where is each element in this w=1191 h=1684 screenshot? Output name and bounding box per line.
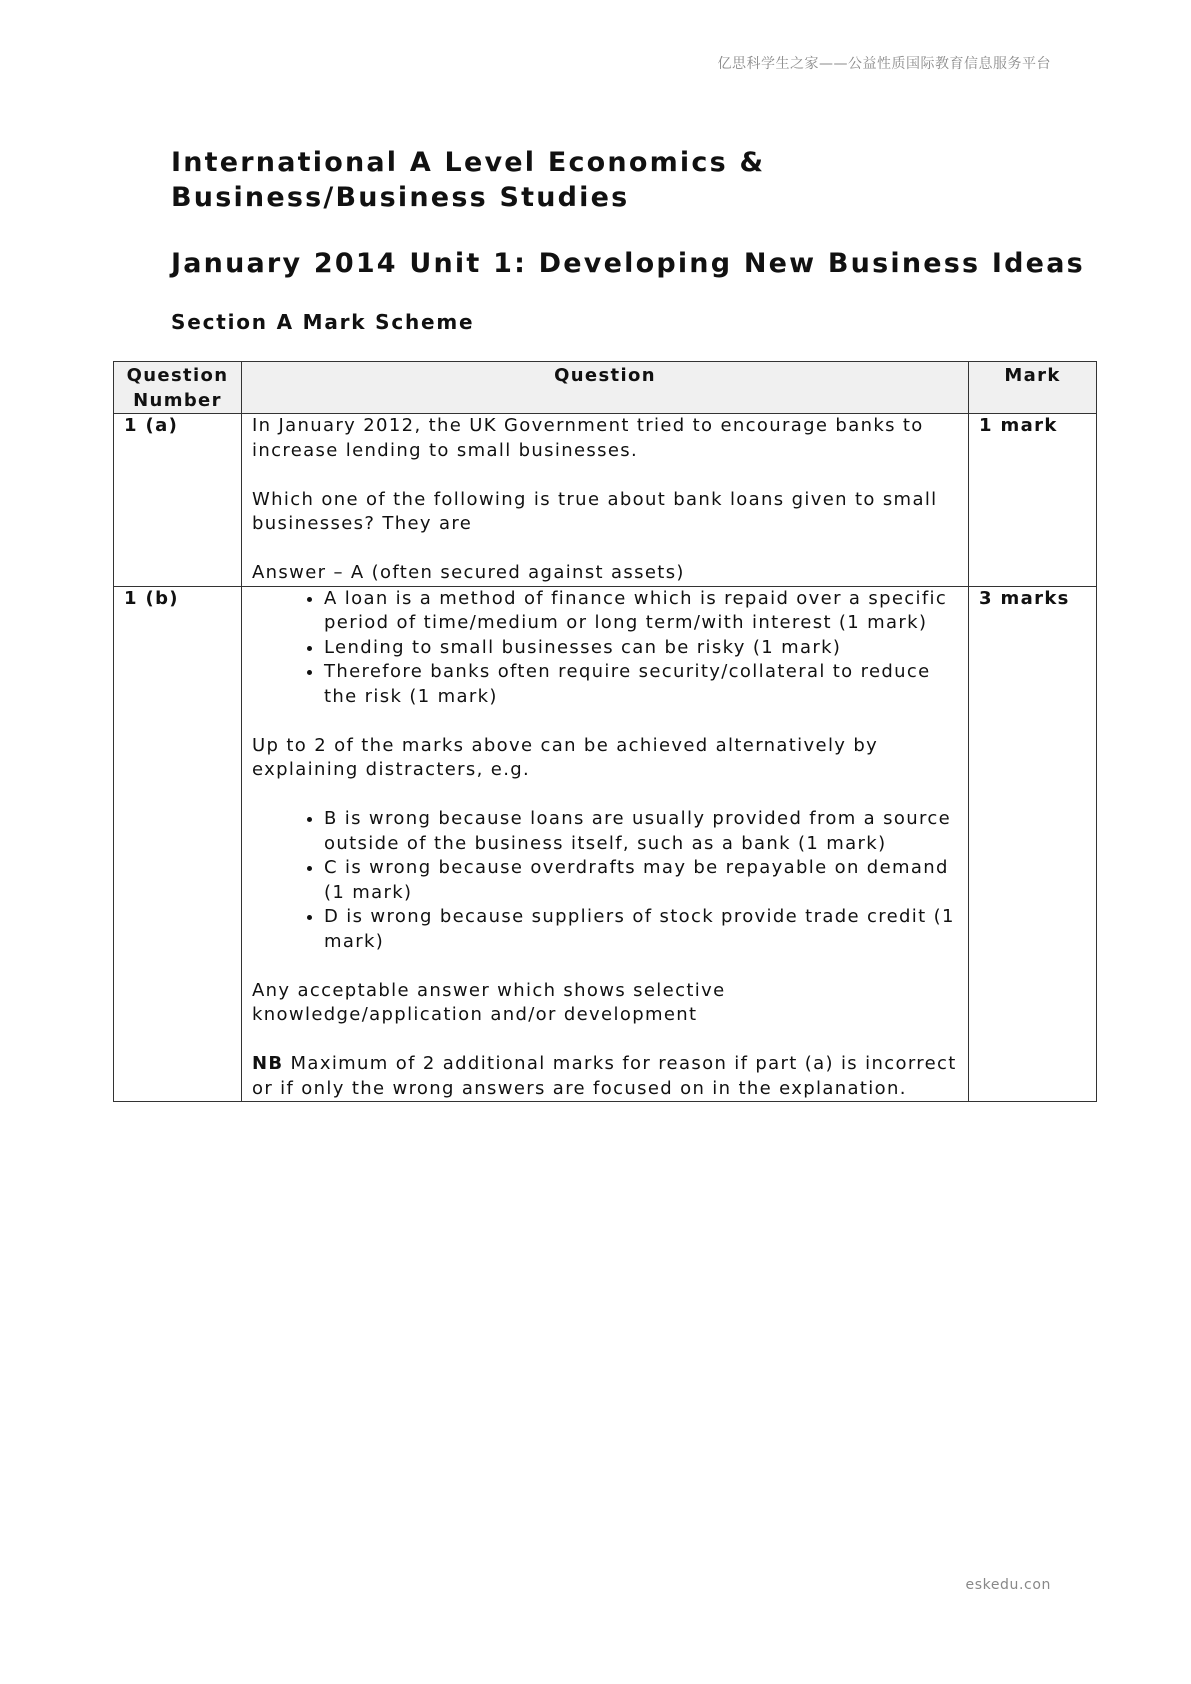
title-line-2: Business/Business Studies: [171, 182, 630, 213]
list-item: • C is wrong because overdrafts may be repayable on demand (1 mark): [324, 856, 958, 905]
list-item: • Lending to small businesses can be risky (1 mark): [324, 636, 958, 661]
header-question-number: Question Number: [114, 362, 242, 414]
alternative-text: Up to 2 of the marks above can be achieved alternatively by explaining distracters, e.g.: [252, 734, 879, 780]
header-mark: Mark: [969, 362, 1097, 414]
bullet-list-distracters: [252, 807, 958, 954]
acceptable-answer-text: Any acceptable answer which shows selective knowledge/application and/or development: [252, 979, 726, 1025]
bullet-list-main: [252, 587, 958, 710]
nb-text: Maximum of 2 additional marks for reason if part (a) is incorrect or if only the wrong answers are focused on in the explanation.: [252, 1053, 957, 1099]
watermark-bottom: eskedu.con: [965, 1577, 1051, 1593]
mark-cell: 1 mark: [969, 414, 1097, 587]
question-text: In January 2012, the UK Government tried to encourage banks to increase lending to small businesses.: [252, 415, 924, 461]
nb-note: [252, 1052, 958, 1101]
mark-scheme-table: [113, 361, 1097, 1102]
question-text: Which one of the following is true about bank loans given to small businesses? They are: [252, 488, 938, 534]
table-row-1a: [114, 414, 1097, 587]
mark-cell: 3 marks: [969, 586, 1097, 1102]
question-cell: [242, 586, 969, 1102]
answer-text: Answer – A (often secured against assets): [252, 562, 685, 583]
question-number-cell: 1 (a): [114, 414, 242, 587]
question-number-cell: 1 (b): [114, 586, 242, 1102]
list-item: • D is wrong because suppliers of stock provide trade credit (1 mark): [324, 905, 958, 954]
section-heading: Section A Mark Scheme: [171, 310, 475, 334]
list-item: • A loan is a method of finance which is repaid over a specific period of time/medium or long term/with interest (1 mark): [324, 587, 958, 636]
document-title: [171, 145, 765, 215]
document-subtitle: January 2014 Unit 1: Developing New Business Ideas: [171, 248, 1085, 279]
nb-label: NB: [252, 1053, 284, 1074]
table-header-row: [114, 362, 1097, 414]
header-question: Question: [242, 362, 969, 414]
watermark-top: 亿思科学生之家——公益性质国际教育信息服务平台: [717, 56, 1051, 72]
question-cell: [242, 414, 969, 587]
table-row-1b: [114, 586, 1097, 1102]
list-item: • B is wrong because loans are usually provided from a source outside of the business itself, such as a bank (1 mark): [324, 807, 958, 856]
title-line-1: International A Level Economics &: [171, 147, 766, 178]
list-item: • Therefore banks often require security/collateral to reduce the risk (1 mark): [324, 660, 958, 709]
